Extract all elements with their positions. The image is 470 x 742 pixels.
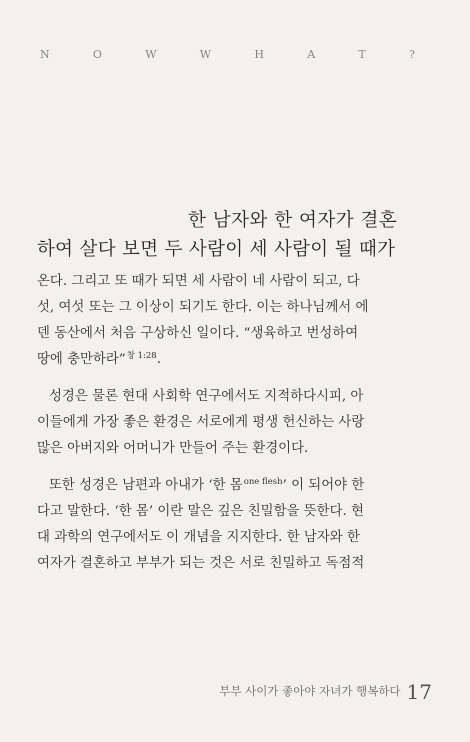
- body-text: ’ 이 되어야 한: [282, 478, 365, 493]
- body-text: .: [156, 352, 161, 367]
- page-footer: [219, 682, 432, 702]
- header-letter: H: [254, 48, 264, 61]
- body-text: 땅에 충만하라”: [37, 352, 126, 367]
- body-line: 많은 아버지와 어머니가 만들어 주는 환경이다.: [37, 441, 309, 456]
- body-line: [49, 474, 364, 493]
- header-letter: O: [92, 48, 102, 61]
- header-letter: W: [145, 48, 157, 61]
- page-number: 17: [406, 680, 432, 704]
- body-line: 덴 동산에서 처음 구상하신 일이다. “생육하고 번성하여: [37, 326, 359, 341]
- body-line: 섯, 여섯 또는 그 이상이 되기도 한다. 이는 하나님께서 에: [37, 300, 369, 315]
- lead-sentence-line-1: 한 남자와 한 여자가 결혼: [188, 210, 398, 231]
- body-text: 또한 성경은 남편과 아내가 ‘한 몸: [49, 478, 243, 493]
- header-letter: W: [199, 48, 212, 61]
- body-line: 여자가 결혼하고 부부가 되는 것은 서로 친밀하고 독점적: [37, 556, 365, 571]
- body-line: 이들에게 가장 좋은 환경은 서로에게 평생 헌신하는 사랑: [37, 415, 365, 430]
- lead-sentence-line-2: 하여 살다 보면 두 사람이 세 사람이 될 때가: [37, 239, 396, 260]
- header-letter: ?: [409, 48, 415, 61]
- running-footer-title: 부부 사이가 좋아야 자녀가 행복하다: [219, 684, 401, 698]
- english-gloss: one flesh: [243, 477, 283, 487]
- body-line: 대 과학의 연구에서도 이 개념을 지지한다. 한 남자와 한: [37, 530, 360, 545]
- running-header: [40, 48, 415, 61]
- body-line: 다고 말한다. ‘한 몸’ 이란 말은 깊은 친밀함을 뜻한다. 현: [37, 504, 364, 519]
- header-letter: N: [40, 48, 50, 61]
- body-line: 성경은 물론 현대 사회학 연구에서도 지적하다시피, 아: [49, 389, 364, 404]
- scripture-reference: 창 1:28: [126, 351, 157, 361]
- header-letter: T: [358, 48, 366, 61]
- header-letter: A: [307, 48, 316, 61]
- body-line: [37, 348, 161, 367]
- body-line: 온다. 그리고 또 때가 되면 세 사람이 네 사람이 되고, 다: [37, 274, 360, 289]
